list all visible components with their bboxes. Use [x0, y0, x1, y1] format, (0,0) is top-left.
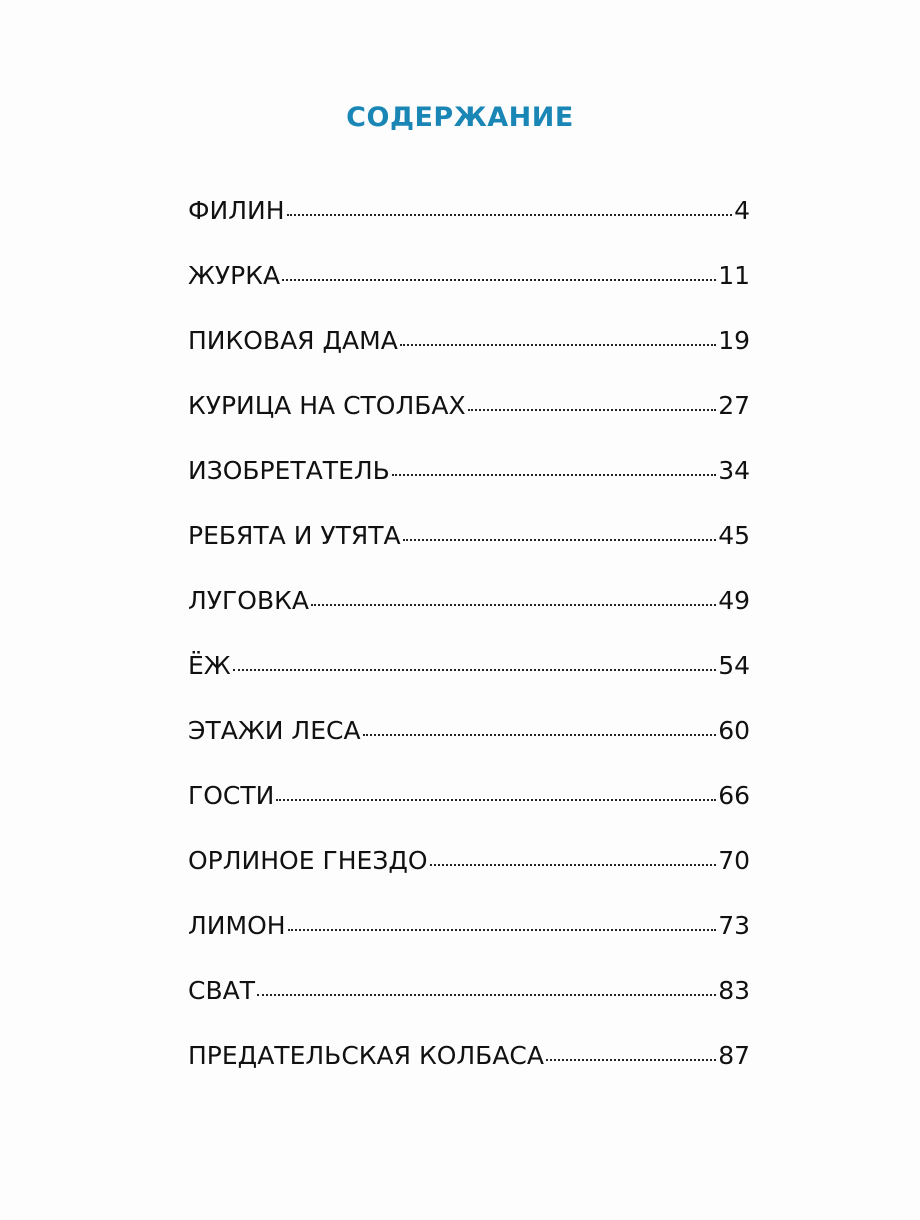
- toc-entry[interactable]: [188, 976, 750, 1041]
- entry-page-number: 11: [718, 261, 750, 290]
- entry-page-number: 66: [718, 781, 750, 810]
- toc-entry[interactable]: [188, 326, 750, 391]
- toc-entry[interactable]: [188, 651, 750, 716]
- dot-leader: [400, 343, 716, 346]
- dot-leader: [233, 668, 716, 671]
- dot-leader: [468, 408, 717, 411]
- entry-title: ПИКОВАЯ ДАМА: [188, 326, 398, 355]
- entry-title: ЛУГОВКА: [188, 586, 309, 615]
- dot-leader: [546, 1058, 716, 1061]
- entry-page-number: 54: [718, 651, 750, 680]
- toc-entry[interactable]: [188, 911, 750, 976]
- dot-leader: [282, 278, 716, 281]
- entry-page-number: 60: [718, 716, 750, 745]
- entry-page-number: 83: [718, 976, 750, 1005]
- toc-entry[interactable]: [188, 781, 750, 846]
- toc-entry[interactable]: [188, 846, 750, 911]
- entry-title: ФИЛИН: [188, 196, 285, 225]
- toc-list: [188, 196, 750, 1106]
- entry-page-number: 49: [718, 586, 750, 615]
- entry-page-number: 34: [718, 456, 750, 485]
- toc-title: СОДЕРЖАНИЕ: [346, 102, 574, 133]
- entry-title: ЭТАЖИ ЛЕСА: [188, 716, 361, 745]
- entry-page-number: 45: [718, 521, 750, 550]
- entry-page-number: 73: [718, 911, 750, 940]
- entry-title: ИЗОБРЕТАТЕЛЬ: [188, 456, 390, 485]
- toc-entry[interactable]: [188, 1041, 750, 1106]
- entry-page-number: 19: [718, 326, 750, 355]
- dot-leader: [311, 603, 716, 606]
- toc-entry[interactable]: [188, 391, 750, 456]
- dot-leader: [403, 538, 717, 541]
- dot-leader: [257, 993, 716, 996]
- toc-entry[interactable]: [188, 586, 750, 651]
- entry-title: ЁЖ: [188, 651, 231, 680]
- dot-leader: [288, 928, 717, 931]
- entry-title: КУРИЦА НА СТОЛБАХ: [188, 391, 466, 420]
- entry-title: СВАТ: [188, 976, 255, 1005]
- toc-entry[interactable]: [188, 456, 750, 521]
- toc-entry[interactable]: [188, 196, 750, 261]
- dot-leader: [363, 733, 717, 736]
- entry-page-number: 4: [734, 196, 750, 225]
- entry-page-number: 87: [718, 1041, 750, 1070]
- entry-title: ЛИМОН: [188, 911, 286, 940]
- dot-leader: [276, 798, 716, 801]
- entry-title: ЖУРКА: [188, 261, 281, 290]
- toc-entry[interactable]: [188, 521, 750, 586]
- entry-title: ОРЛИНОЕ ГНЕЗДО: [188, 846, 428, 875]
- dot-leader: [430, 863, 717, 866]
- dot-leader: [392, 473, 716, 476]
- entry-title: ГОСТИ: [188, 781, 275, 810]
- entry-page-number: 70: [718, 846, 750, 875]
- entry-page-number: 27: [718, 391, 750, 420]
- entry-title: ПРЕДАТЕЛЬСКАЯ КОЛБАСА: [188, 1041, 544, 1070]
- dot-leader: [287, 213, 733, 216]
- toc-entry[interactable]: [188, 716, 750, 781]
- entry-title: РЕБЯТА И УТЯТА: [188, 521, 401, 550]
- toc-entry[interactable]: [188, 261, 750, 326]
